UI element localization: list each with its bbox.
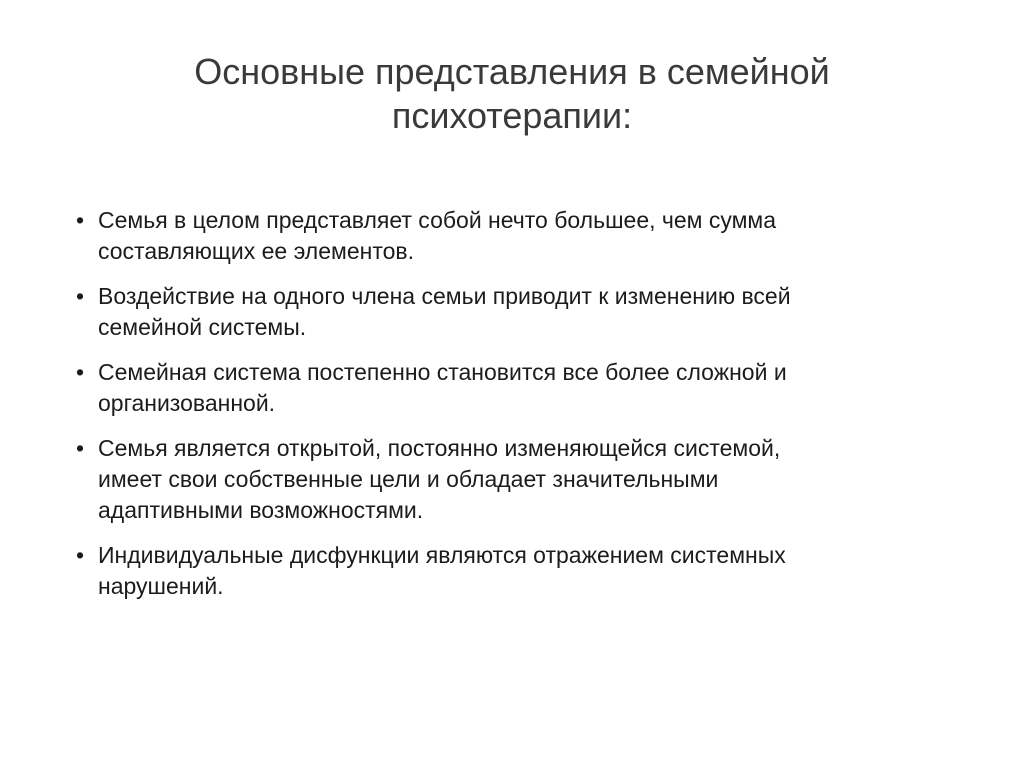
bullet-text bbox=[98, 357, 956, 419]
bullet-line: семейной системы. bbox=[98, 314, 307, 340]
bullet-line: адаптивными возможностями. bbox=[98, 497, 424, 523]
bullet-line: Семейная система постепенно становится все более сложной и bbox=[98, 359, 787, 385]
bullet-icon: • bbox=[76, 283, 85, 309]
slide-title bbox=[150, 50, 874, 138]
slide-title-line-1: Основные представления в семейной bbox=[194, 51, 830, 92]
bullet-line: Воздействие на одного члена семьи приводит к изменению всей bbox=[98, 283, 791, 309]
bullet-text bbox=[98, 281, 956, 343]
bullet-line: Семья является открытой, постоянно изменяющейся системой, bbox=[98, 435, 781, 461]
bullet-line: организованной. bbox=[98, 390, 276, 416]
bullet-line: имеет свои собственные цели и обладает значительными bbox=[98, 466, 719, 492]
bullet-item-1 bbox=[76, 205, 956, 267]
bullet-line: составляющих ее элементов. bbox=[98, 238, 414, 264]
bullet-icon: • bbox=[76, 207, 85, 233]
bullet-text bbox=[98, 540, 956, 602]
bullet-text bbox=[98, 433, 956, 526]
bullet-icon: • bbox=[76, 359, 85, 385]
bullet-text bbox=[98, 205, 956, 267]
bullet-item-5 bbox=[76, 540, 956, 602]
bullet-item-2 bbox=[76, 281, 956, 343]
bullet-list bbox=[76, 205, 956, 616]
bullet-line: Индивидуальные дисфункции являются отражением системных bbox=[98, 542, 786, 568]
bullet-item-4 bbox=[76, 433, 956, 526]
bullet-line: нарушений. bbox=[98, 573, 224, 599]
bullet-line: Семья в целом представляет собой нечто большее, чем сумма bbox=[98, 207, 777, 233]
bullet-icon: • bbox=[76, 435, 85, 461]
bullet-icon: • bbox=[76, 542, 85, 568]
bullet-item-3 bbox=[76, 357, 956, 419]
slide-title-line-2: психотерапии: bbox=[391, 95, 633, 136]
